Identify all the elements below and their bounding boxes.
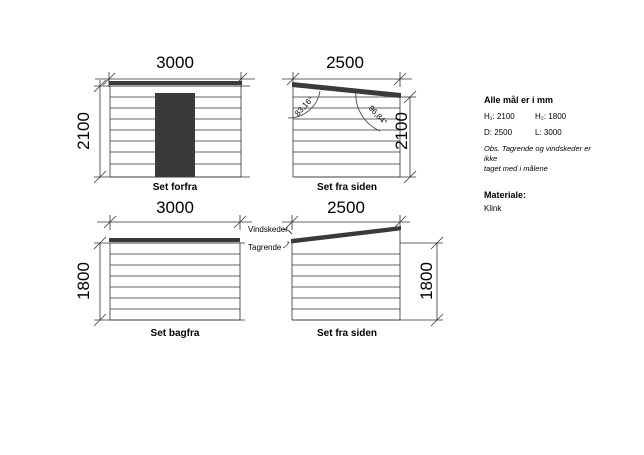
front-roof bbox=[109, 81, 242, 85]
back-width-label: 3000 bbox=[156, 198, 194, 217]
angle-right-label: 96,84° bbox=[366, 103, 390, 127]
h2-value: H₂: 1800 bbox=[535, 112, 567, 121]
side-top-height-label: 2100 bbox=[392, 112, 411, 150]
tagrende-label: Tagrende bbox=[248, 243, 282, 252]
d-value: D: 2500 bbox=[484, 128, 513, 137]
side-bottom-width-label: 2500 bbox=[327, 198, 365, 217]
front-height-label: 2100 bbox=[74, 112, 93, 150]
vindskeder-label: Vindskeder bbox=[248, 225, 288, 234]
side-top-width-label: 2500 bbox=[326, 53, 364, 72]
side-top-caption: Set fra siden bbox=[316, 182, 378, 193]
materiale-heading: Materiale: bbox=[484, 190, 527, 200]
l-value: L: 3000 bbox=[535, 128, 562, 137]
obs-note bbox=[484, 144, 594, 174]
front-door bbox=[155, 93, 195, 177]
units-heading: Alle mål er i mm bbox=[484, 95, 554, 105]
side-bottom-height-label: 1800 bbox=[417, 262, 436, 300]
side-bottom-caption: Set fra siden bbox=[316, 328, 378, 339]
back-height-label: 1800 bbox=[74, 262, 93, 300]
back-roof bbox=[109, 238, 240, 242]
back-caption: Set bagfra bbox=[150, 328, 200, 339]
h1-value: H₁: 2100 bbox=[484, 112, 515, 121]
front-width-label: 3000 bbox=[156, 53, 194, 72]
angle-left-label: 83,16° bbox=[292, 94, 316, 118]
materiale-value: Klink bbox=[484, 204, 502, 213]
obs-note-line-2: taget med i målene bbox=[484, 164, 548, 173]
obs-note-line-1: Obs. Tagrende og vindskeder er ikke bbox=[484, 144, 591, 163]
side-bottom-roof bbox=[291, 226, 401, 243]
back-view bbox=[94, 215, 252, 326]
front-caption: Set forfra bbox=[152, 182, 198, 193]
